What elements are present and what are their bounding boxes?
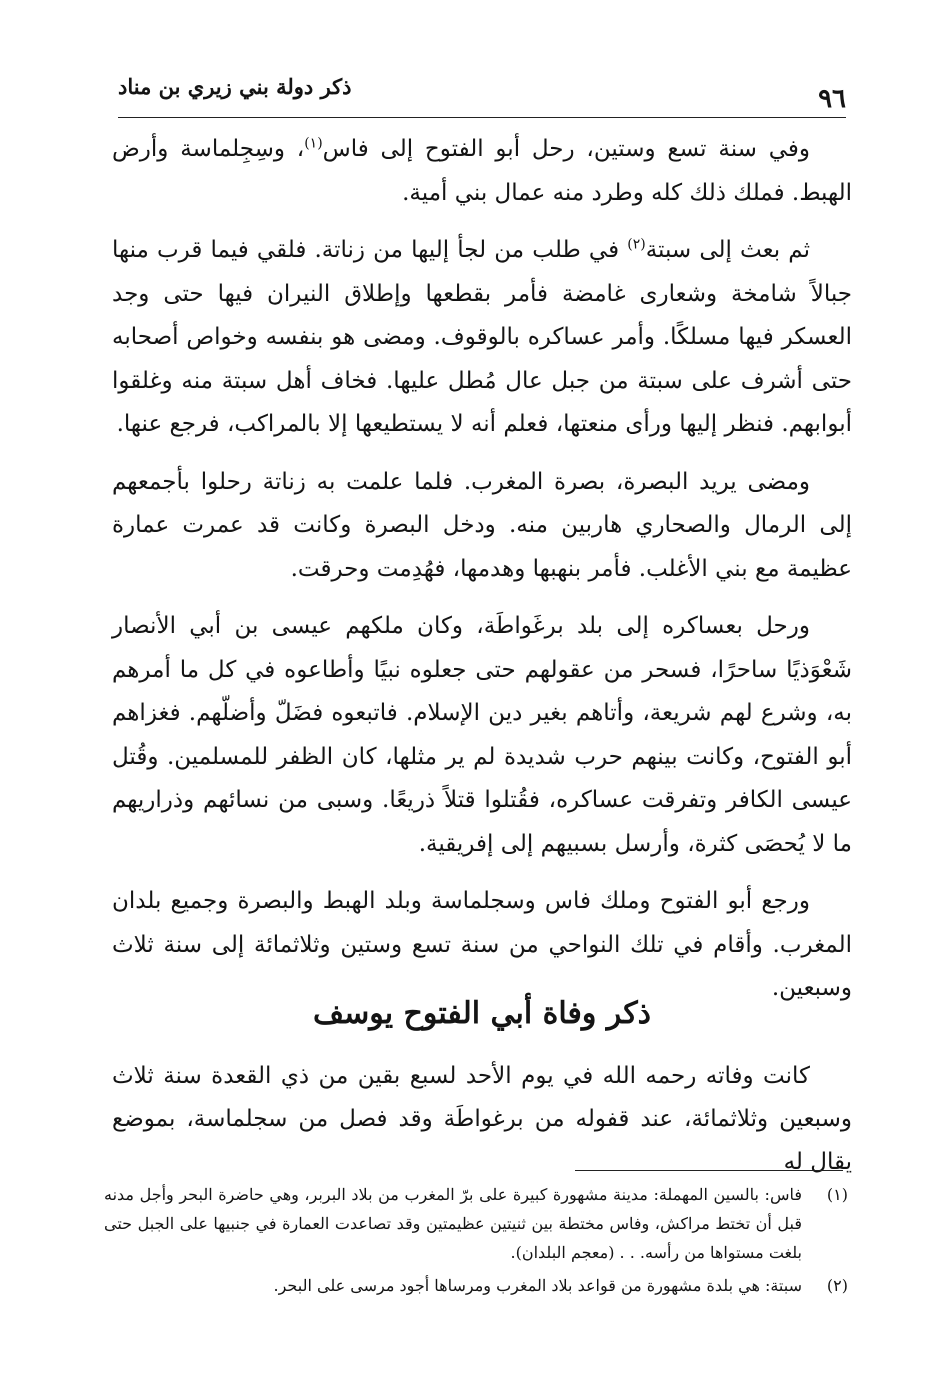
footnote-text: فاس: بالسين المهملة: مدينة مشهورة كبيرة على برّ المغرب من بلاد البربر، وهي حاضرة البحر وأجل مدنه قبل أن تختط مراكش، وفاس مختطة بين ثنيتين عظيمتين وقد تصاعدت العمارة في جنبيها على الجبل حتى بلغت مستواها من رأسه. . . (معجم البلدان). (104, 1185, 802, 1262)
footnote-text: سبتة: هي بلدة مشهورة من قواعد بلاد المغرب ومرساها أجود مرسى على البحر. (273, 1276, 802, 1295)
main-text (112, 128, 852, 1011)
running-header-title: ذكر دولة بني زيري بن مناد (118, 74, 352, 99)
paragraph-1 (112, 128, 852, 215)
footnotes (104, 1180, 848, 1304)
footnote (104, 1180, 848, 1267)
section-paragraph: كانت وفاته رحمه الله في يوم الأحد لسبع بقين من ذي القعدة سنة ثلاث وسبعين وثلاثمائة، عند قفوله من برغواطَة وقد فصل من سجلماسة، بموضع يقال له (112, 1063, 852, 1175)
section-heading: ذكر وفاة أبي الفتوح يوسف (313, 996, 651, 1031)
paragraph-2-text-a: ثم بعث إلى سبتة (645, 237, 810, 263)
paragraph-1-text-a: وفي سنة تسع وستين، رحل أبو الفتوح إلى فاس (322, 136, 811, 162)
paragraph-4: ورحل بعساكره إلى بلد برغَواطَة، وكان ملكهم عيسى بن أبي الأنصار شَعْوَذيًا ساحرًا، فسحر من عقولهم حتى جعلوه نبيًا وأطاعوه في كل ما أمرهم به، وشرع لهم شريعة، وأتاهم بغير دين الإسلام. فاتبعوه فضَلّ وأضلّهم. فغزاهم أبو الفتوح، وكانت بينهم حرب شديدة لم ير مثلها، كان الظفر للمسلمين. وقُتل عيسى الكافر وتفرقت عساكره، فقُتلوا قتلاً ذريعًا. وسبى من نسائهم وذراريهم ما لا يُحصَى كثرة، وأرسل بسبيهم إلى إفريقية. (112, 613, 852, 857)
paragraph-1-text-b: ، وسِجِلماسة وأرض الهبط. فملك ذلك كله وطرد منه عمال بني أمية. (112, 136, 852, 206)
paragraph-2-text-b: في طلب من لجأ إليها من زناتة. فلقي فيما قرب منها جبالاً شامخة وشعارى غامضة فأمر بقطعها وإطلاق النيران فيها حتى وجد العسكر فيها مسلكًا. وأمر عساكره بالوقوف. ومضى هو بنفسه وخواص أصحابه حتى أشرف على سبتة من جبل عال مُطل عليها. فخاف أهل سبتة منه وغلقوا أبوابهم. فنظر إليها ورأى منعتها، فعلم أنه لا يستطيعها إلا بالمراكب، فرجع عنها. (112, 237, 852, 437)
footnote-divider (575, 1170, 843, 1171)
running-header (118, 72, 846, 118)
paragraph-2 (112, 229, 852, 447)
footnote-number: (١) (826, 1185, 848, 1204)
footnote-number: (٢) (826, 1276, 848, 1295)
header-divider (118, 117, 846, 118)
section-text (112, 1055, 852, 1184)
footnote (104, 1271, 848, 1300)
footnote-ref-1: (١) (304, 135, 323, 152)
paragraph-5: ورجع أبو الفتوح وملك فاس وسجلماسة وبلد الهبط والبصرة وجميع بلدان المغرب. وأقام في تلك النواحي من سنة تسع وستين وثلاثمائة إلى سنة ثلاث وسبعين. (112, 888, 852, 1001)
page-number: ٩٦ (818, 84, 846, 114)
paragraph-3: ومضى يريد البصرة، بصرة المغرب. فلما علمت به زناتة رحلوا بأجمعهم إلى الرمال والصحاري هاربين منه. ودخل البصرة وكانت قد عمرت عمارة عظيمة مع بني الأغلب. فأمر بنهبها وهدمها، فهُدِمت وحرقت. (112, 468, 852, 582)
footnote-ref-2: (٢) (627, 236, 646, 253)
